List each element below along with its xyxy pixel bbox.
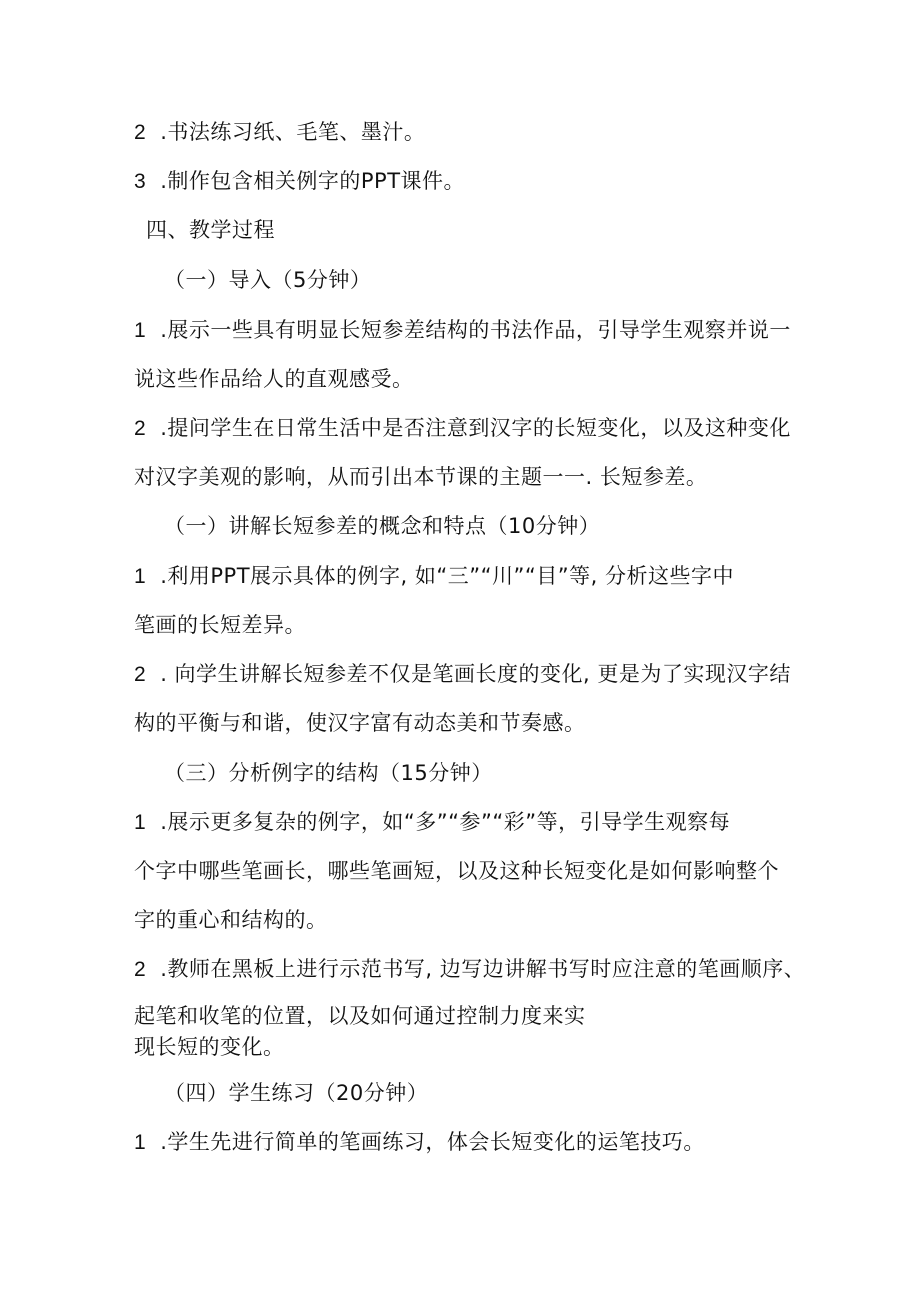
- paragraph-intro-1: [134, 316, 791, 345]
- paragraph-concept-2: [134, 660, 791, 689]
- subsection-heading-analysis: （三）分析例字的结构（15分钟）: [164, 761, 493, 785]
- subsection-heading-introduction: （一）导入（5分钟）: [164, 268, 372, 292]
- item-number: 2: [134, 663, 147, 686]
- paragraph-analysis-1: [134, 808, 730, 837]
- item-text: . 向学生讲解长短参差不仅是笔画长度的变化, 更是为了实现汉字结: [160, 662, 791, 686]
- item-number: 1: [134, 1131, 147, 1154]
- paragraph-concept-1: [134, 562, 734, 591]
- paragraph-analysis-1-cont2: 字的重心和结构的。: [134, 908, 328, 932]
- paragraph-analysis-2: [134, 955, 805, 984]
- item-text: .学生先进行简单的笔画练习，体会长短变化的运笔技巧。: [160, 1130, 705, 1154]
- item-number: 2: [134, 121, 147, 144]
- paragraph-analysis-2-cont: 起笔和收笔的位置，以及如何通过控制力度来实: [134, 1004, 586, 1028]
- list-item-materials-2: [134, 118, 425, 147]
- paragraph-concept-1-cont: 笔画的长短差异。: [134, 613, 306, 637]
- paragraph-analysis-2-cont2: 现长短的变化。: [134, 1035, 285, 1059]
- item-number: 1: [134, 811, 147, 834]
- item-text: .展示一些具有明显长短参差结构的书法作品，引导学生观察并说一: [160, 318, 791, 342]
- paragraph-analysis-1-cont: 个字中哪些笔画长，哪些笔画短，以及这种长短变化是如何影响整个: [134, 859, 779, 883]
- item-number: 2: [134, 958, 147, 981]
- paragraph-practice-1: [134, 1128, 705, 1157]
- section-heading-teaching-process: 四、教学过程: [146, 218, 275, 242]
- item-number: 2: [134, 417, 147, 440]
- item-text: .教师在黑板上进行示范书写, 边写边讲解书写时应注意的笔画顺序、: [160, 957, 806, 981]
- item-text: .利用PPT展示具体的例字, 如“三”“川”“目”等, 分析这些字中: [160, 564, 734, 588]
- item-text: .提问学生在日常生活中是否注意到汉字的长短变化，以及这种变化: [160, 416, 791, 440]
- paragraph-intro-1-cont: 说这些作品给人的直观感受。: [134, 367, 414, 391]
- item-number: 1: [134, 319, 147, 342]
- item-number: 3: [134, 170, 147, 193]
- subsection-heading-concept: （一）讲解长短参差的概念和特点（10分钟）: [164, 514, 601, 538]
- list-item-materials-3: [134, 167, 465, 196]
- subsection-heading-practice: （四）学生练习（20分钟）: [164, 1081, 429, 1105]
- item-text: .展示更多复杂的例字，如“多”“参”“彩”等，引导学生观察每: [160, 810, 731, 834]
- item-text: .书法练习纸、毛笔、墨汁。: [160, 120, 426, 144]
- item-number: 1: [134, 565, 147, 588]
- paragraph-intro-2: [134, 414, 791, 443]
- paragraph-concept-2-cont: 构的平衡与和谐，使汉字富有动态美和节奏感。: [134, 711, 586, 735]
- item-text: .制作包含相关例字的PPT课件。: [160, 169, 466, 193]
- paragraph-intro-2-cont: 对汉字美观的影响，从而引出本节课的主题一一. 长短参差。: [134, 465, 708, 489]
